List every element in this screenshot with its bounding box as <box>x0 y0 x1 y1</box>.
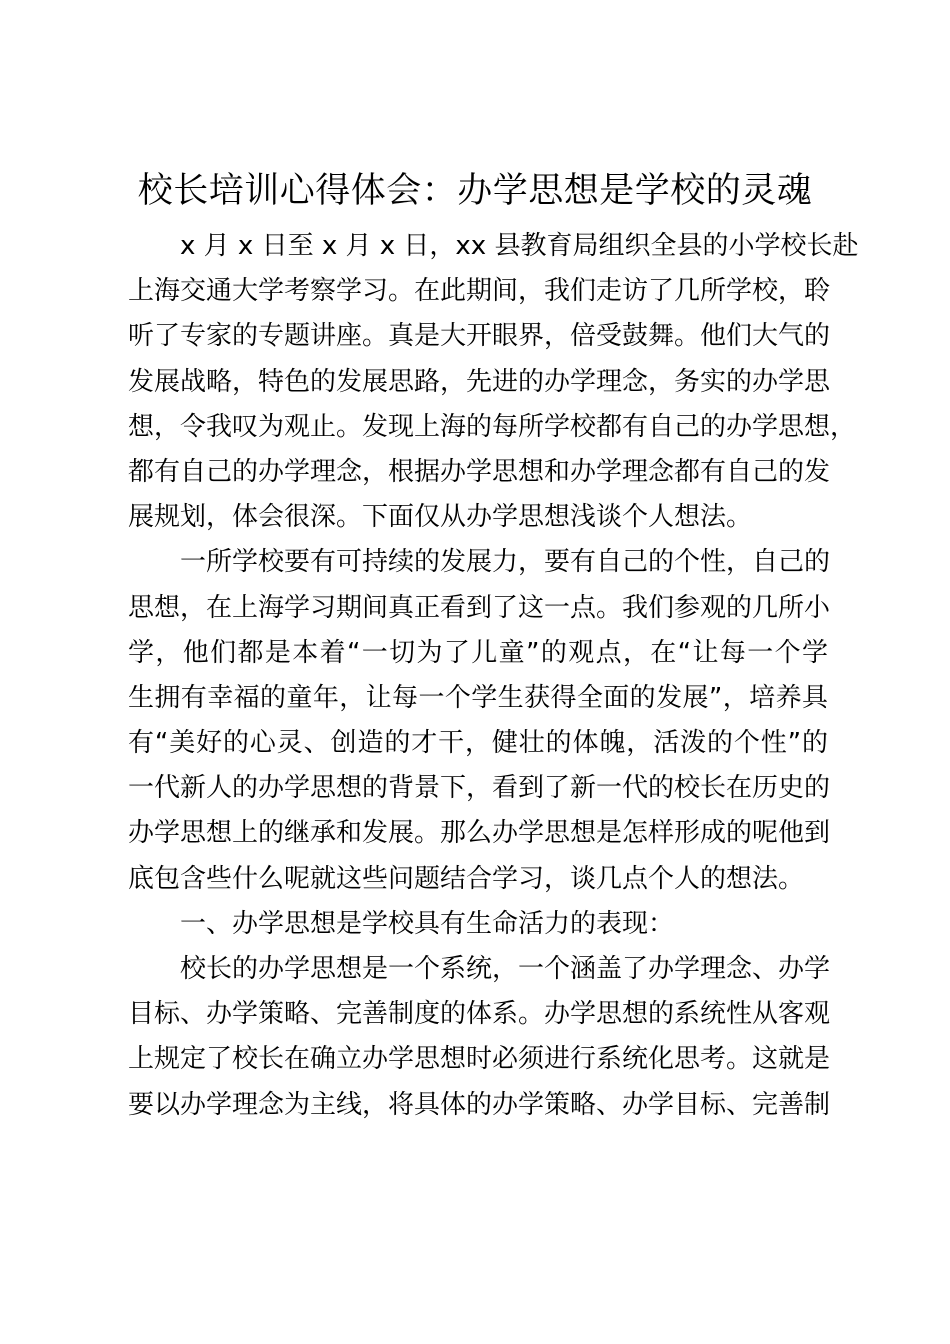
paragraph-1-line-4: 发展战略，特色的发展思路，先进的办学理念，务实的办学思 <box>128 366 831 397</box>
paragraph-3-line-2: 目标、办学策略、完善制度的体系。办学思想的系统性从客观 <box>128 999 831 1030</box>
document-body <box>128 224 859 1128</box>
paragraph-2-line-8: 底包含些什么呢就这些问题结合学习，谈几点个人的想法。 <box>128 863 805 894</box>
paragraph-2-line-6: 一代新人的办学思想的背景下，看到了新一代的校长在历史的 <box>128 773 831 804</box>
paragraph-1-line-7: 展规划，体会很深。下面仅从办学思想浅谈个人想法。 <box>128 502 753 533</box>
paragraph-2-line-7: 办学思想上的继承和发展。那么办学思想是怎样形成的呢他到 <box>128 818 831 849</box>
document-title: 校长培训心得体会：办学思想是学校的灵魂 <box>137 171 813 211</box>
paragraph-1-line-5: 想，令我叹为观止。发现上海的每所学校都有自己的办学思想， <box>128 411 857 442</box>
paragraph-2-line-1: 一所学校要有可持续的发展力，要有自己的个性，自己的 <box>180 547 831 578</box>
paragraph-2-line-3: 学，他们都是本着“一切为了儿童”的观点，在“让每一个学 <box>128 637 828 668</box>
paragraph-1-line-1: x 月 x 日至 x 月 x 日，xx 县教育局组织全县的小学校长赴 <box>180 231 859 261</box>
paragraph-2-line-2: 思想，在上海学习期间真正看到了这一点。我们参观的几所小 <box>128 592 831 623</box>
paragraph-1-line-6: 都有自己的办学理念，根据办学思想和办学理念都有自己的发 <box>128 456 831 487</box>
paragraph-3-line-1: 校长的办学思想是一个系统，一个涵盖了办学理念、办学 <box>180 954 831 984</box>
paragraph-2-line-5: 有“美好的心灵、创造的才干，健壮的体魄，活泼的个性”的 <box>128 728 828 759</box>
paragraph-1-line-2: 上海交通大学考察学习。在此期间，我们走访了几所学校，聆 <box>128 276 831 307</box>
paragraph-3-line-3: 上规定了校长在确立办学思想时必须进行系统化思考。这就是 <box>128 1044 831 1075</box>
paragraph-2-line-4: 生拥有幸福的童年，让每一个学生获得全面的发展”，培养具 <box>128 682 828 713</box>
paragraph-1-line-3: 听了专家的专题讲座。真是大开眼界，倍受鼓舞。他们大气的 <box>128 321 831 352</box>
section-heading-1: 一、办学思想是学校具有生命活力的表现： <box>180 908 675 939</box>
paragraph-3-line-4: 要以办学理念为主线，将具体的办学策略、办学目标、完善制 <box>128 1089 831 1120</box>
